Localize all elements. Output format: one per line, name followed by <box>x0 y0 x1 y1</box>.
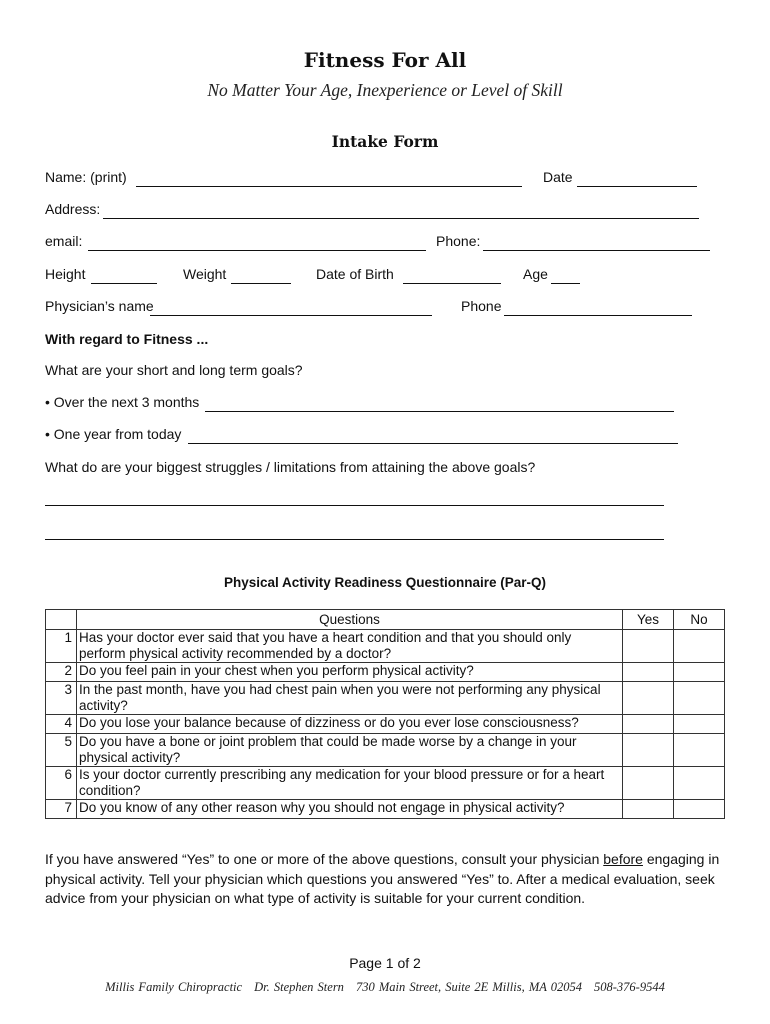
parq-question: Do you lose your balance because of dizziness or do you ever lose consciousness? <box>77 715 623 734</box>
phone-label: Phone: <box>436 233 481 249</box>
advice-part2: engaging in physical activity. Tell your physician which questions you answered “Yes” to. After a medical evaluation, seek advice from your physician on what type of activity is suitable for your current condition. <box>45 851 720 906</box>
footer-address: 730 Main Street, Suite 2E Millis, MA 02054 <box>355 980 583 994</box>
parq-yes-cell[interactable] <box>623 767 674 800</box>
physician-label: Physician’s name <box>45 298 154 314</box>
parq-row <box>46 663 725 682</box>
form-title: Intake Form <box>331 132 439 151</box>
parq-question: Has your doctor ever said that you have a heart condition and that you should only perform physical activity recommended by a doctor? <box>77 630 623 663</box>
parq-yes-header: Yes <box>623 610 674 630</box>
parq-row <box>46 800 725 819</box>
parq-yes-cell[interactable] <box>623 682 674 715</box>
parq-row-number: 1 <box>46 630 77 663</box>
parq-question: Do you feel pain in your chest when you perform physical activity? <box>77 663 623 682</box>
advice-paragraph <box>45 850 725 909</box>
weight-label: Weight <box>183 266 227 282</box>
parq-title: Physical Activity Readiness Questionnaire (Par-Q) <box>223 575 547 590</box>
height-field[interactable] <box>91 283 157 284</box>
parq-row <box>46 767 725 800</box>
parq-row-number: 6 <box>46 767 77 800</box>
date-label: Date <box>543 169 573 185</box>
height-label: Height <box>45 266 86 282</box>
parq-question: In the past month, have you had chest pain when you were not performing any physical activity? <box>77 682 623 715</box>
parq-no-cell[interactable] <box>674 767 725 800</box>
physician-field[interactable] <box>150 315 432 316</box>
parq-num-header <box>46 610 77 630</box>
advice-part1: If you have answered “Yes” to one or more of the above questions, consult your physician <box>45 851 604 867</box>
parq-yes-cell[interactable] <box>623 800 674 819</box>
parq-no-cell[interactable] <box>674 663 725 682</box>
parq-yes-cell[interactable] <box>623 663 674 682</box>
parq-row <box>46 715 725 734</box>
parq-no-cell[interactable] <box>674 630 725 663</box>
parq-yes-cell[interactable] <box>623 715 674 734</box>
physician-phone-label: Phone <box>461 298 502 314</box>
parq-row <box>46 734 725 767</box>
footer-phone: 508-376-9544 <box>594 980 665 994</box>
physician-phone-field[interactable] <box>504 315 692 316</box>
email-label: email: <box>45 233 83 249</box>
parq-question: Do you know of any other reason why you should not engage in physical activity? <box>77 800 623 819</box>
goal-1-year-label: • One year from today <box>45 426 182 442</box>
parq-header-row <box>46 610 725 630</box>
struggles-field-2[interactable] <box>45 539 664 540</box>
email-field[interactable] <box>88 250 426 251</box>
parq-row-number: 3 <box>46 682 77 715</box>
address-field[interactable] <box>103 218 699 219</box>
parq-table <box>45 609 725 819</box>
parq-row-number: 7 <box>46 800 77 819</box>
phone-field[interactable] <box>483 250 710 251</box>
parq-no-cell[interactable] <box>674 715 725 734</box>
name-field[interactable] <box>136 186 522 187</box>
parq-row-number: 2 <box>46 663 77 682</box>
parq-row <box>46 630 725 663</box>
footer <box>0 980 770 995</box>
footer-clinic: Millis Family Chiropractic <box>105 980 243 994</box>
parq-question: Do you have a bone or joint problem that could be made worse by a change in your physical activity? <box>77 734 623 767</box>
age-label: Age <box>523 266 548 282</box>
dob-label: Date of Birth <box>316 266 394 282</box>
page-number: Page 1 of 2 <box>349 955 421 971</box>
page-subtitle: No Matter Your Age, Inexperience or Level of Skill <box>207 80 563 100</box>
footer-doctor: Dr. Stephen Stern <box>254 980 344 994</box>
fitness-heading: With regard to Fitness ... <box>45 331 209 347</box>
age-field[interactable] <box>551 283 580 284</box>
goals-question: What are your short and long term goals? <box>45 362 303 378</box>
parq-yes-cell[interactable] <box>623 734 674 767</box>
name-label: Name: (print) <box>45 169 127 185</box>
parq-row <box>46 682 725 715</box>
page-title: Fitness For All <box>303 48 467 72</box>
parq-row-number: 5 <box>46 734 77 767</box>
parq-yes-cell[interactable] <box>623 630 674 663</box>
struggles-field-1[interactable] <box>45 505 664 506</box>
goal-1-year-field[interactable] <box>188 443 678 444</box>
advice-before: before <box>603 851 643 867</box>
date-field[interactable] <box>577 186 697 187</box>
parq-no-cell[interactable] <box>674 682 725 715</box>
parq-no-header: No <box>674 610 725 630</box>
struggles-question: What do are your biggest struggles / limitations from attaining the above goals? <box>45 459 536 475</box>
goal-3-months-field[interactable] <box>205 411 674 412</box>
weight-field[interactable] <box>231 283 291 284</box>
goal-3-months-label: • Over the next 3 months <box>45 394 200 410</box>
dob-field[interactable] <box>403 283 501 284</box>
parq-questions-header: Questions <box>77 610 623 630</box>
parq-no-cell[interactable] <box>674 734 725 767</box>
parq-no-cell[interactable] <box>674 800 725 819</box>
parq-question: Is your doctor currently prescribing any medication for your blood pressure or for a heart condition? <box>77 767 623 800</box>
parq-row-number: 4 <box>46 715 77 734</box>
address-label: Address: <box>45 201 101 217</box>
